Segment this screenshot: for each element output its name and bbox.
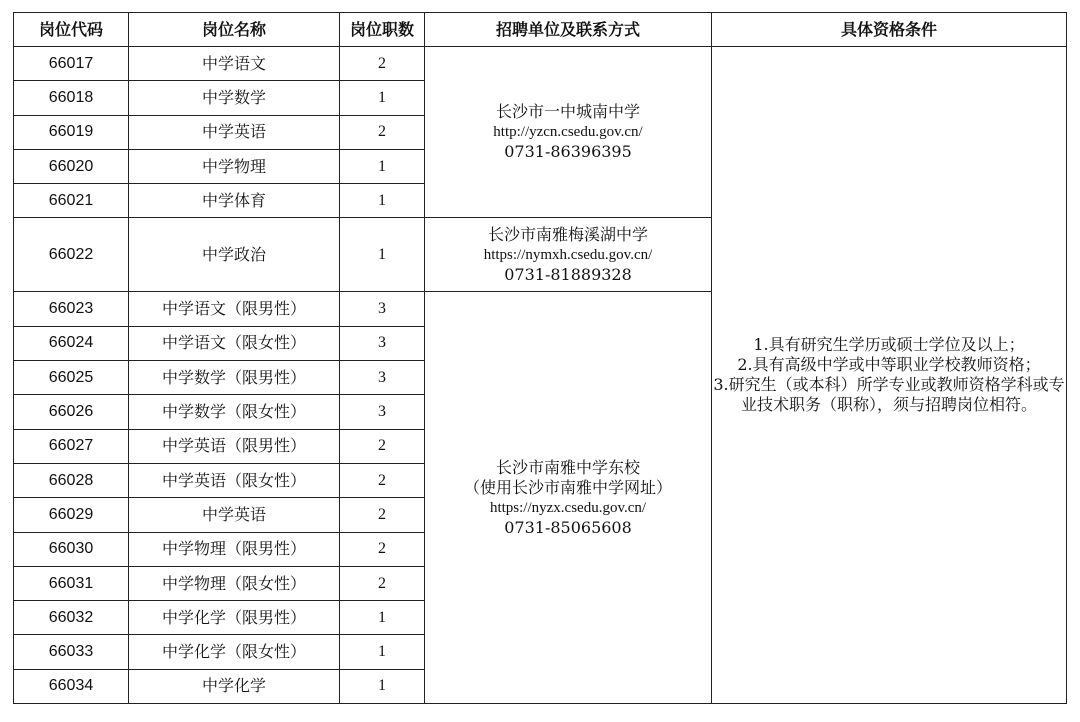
position-code: 66030 xyxy=(14,532,129,566)
position-code: 66033 xyxy=(14,635,129,669)
position-name: 中学语文 xyxy=(129,47,340,81)
qualification-item: 2.具有高级中学或中等职业学校教师资格； xyxy=(737,355,1041,375)
unit-contact-3 xyxy=(425,292,712,704)
position-name: 中学化学（限女性） xyxy=(129,635,340,669)
unit-name: 长沙市南雅中学东校 xyxy=(495,457,640,477)
unit-phone: 0731-86396395 xyxy=(504,142,632,162)
position-name: 中学化学 xyxy=(129,669,340,703)
position-name: 中学数学（限女性） xyxy=(129,395,340,429)
qualification-item: 1.具有研究生学历或硕士学位及以上； xyxy=(753,335,1025,355)
position-count: 1 xyxy=(340,669,425,703)
position-count: 3 xyxy=(340,395,425,429)
position-count: 2 xyxy=(340,498,425,532)
position-code: 66022 xyxy=(14,218,129,292)
position-code: 66031 xyxy=(14,566,129,600)
position-name: 中学英语（限女性） xyxy=(129,463,340,497)
position-code: 66028 xyxy=(14,463,129,497)
position-code: 66024 xyxy=(14,326,129,360)
position-name: 中学政治 xyxy=(129,218,340,292)
header-name: 岗位名称 xyxy=(129,13,340,47)
position-code: 66018 xyxy=(14,81,129,115)
position-count: 2 xyxy=(340,532,425,566)
position-code: 66032 xyxy=(14,601,129,635)
position-count: 2 xyxy=(340,115,425,149)
unit-url: https://nyzx.csedu.gov.cn/ xyxy=(489,499,647,516)
position-count: 2 xyxy=(340,566,425,600)
position-count: 1 xyxy=(340,218,425,292)
position-count: 1 xyxy=(340,635,425,669)
position-name: 中学物理（限女性） xyxy=(129,566,340,600)
position-name: 中学数学 xyxy=(129,81,340,115)
position-name: 中学语文（限男性） xyxy=(129,292,340,326)
position-count: 1 xyxy=(340,184,425,218)
unit-contact-2 xyxy=(425,218,712,292)
position-count: 2 xyxy=(340,47,425,81)
position-name: 中学物理 xyxy=(129,149,340,183)
position-code: 66017 xyxy=(14,47,129,81)
position-name: 中学英语 xyxy=(129,115,340,149)
position-code: 66034 xyxy=(14,669,129,703)
position-count: 1 xyxy=(340,601,425,635)
position-name: 中学物理（限男性） xyxy=(129,532,340,566)
table-row xyxy=(14,47,1067,81)
unit-phone: 0731-81889328 xyxy=(504,264,632,284)
unit-url: http://yzcn.csedu.gov.cn/ xyxy=(493,124,643,141)
position-name: 中学数学（限男性） xyxy=(129,361,340,395)
position-code: 66025 xyxy=(14,361,129,395)
header-unit: 招聘单位及联系方式 xyxy=(425,13,712,47)
position-code: 66027 xyxy=(14,429,129,463)
unit-phone: 0731-85065608 xyxy=(504,517,632,537)
unit-name: 长沙市南雅梅溪湖中学 xyxy=(487,224,648,244)
position-name: 中学英语（限男性） xyxy=(129,429,340,463)
position-code: 66023 xyxy=(14,292,129,326)
unit-name: 长沙市一中城南中学 xyxy=(495,102,640,122)
position-count: 3 xyxy=(340,361,425,395)
position-count: 1 xyxy=(340,81,425,115)
header-qualifications: 具体资格条件 xyxy=(712,13,1067,47)
position-name: 中学英语 xyxy=(129,498,340,532)
header-row xyxy=(14,13,1067,47)
position-code: 66026 xyxy=(14,395,129,429)
unit-contact-1 xyxy=(425,47,712,218)
position-count: 2 xyxy=(340,429,425,463)
position-count: 3 xyxy=(340,326,425,360)
unit-note: （使用长沙市南雅中学网址） xyxy=(463,477,672,497)
position-name: 中学语文（限女性） xyxy=(129,326,340,360)
unit-url: https://nymxh.csedu.gov.cn/ xyxy=(483,246,653,263)
position-count: 2 xyxy=(340,463,425,497)
position-code: 66020 xyxy=(14,149,129,183)
qualification-requirements xyxy=(712,47,1067,704)
position-name: 中学体育 xyxy=(129,184,340,218)
position-count: 3 xyxy=(340,292,425,326)
position-name: 中学化学（限男性） xyxy=(129,601,340,635)
position-code: 66019 xyxy=(14,115,129,149)
position-code: 66029 xyxy=(14,498,129,532)
header-code: 岗位代码 xyxy=(14,13,129,47)
position-count: 1 xyxy=(340,149,425,183)
qualification-item: 3.研究生（或本科）所学专业或教师资格学科或专业技术职务（职称），须与招聘岗位相符。 xyxy=(713,375,1065,415)
recruitment-table xyxy=(13,12,1067,704)
header-count: 岗位职数 xyxy=(340,13,425,47)
position-code: 66021 xyxy=(14,184,129,218)
